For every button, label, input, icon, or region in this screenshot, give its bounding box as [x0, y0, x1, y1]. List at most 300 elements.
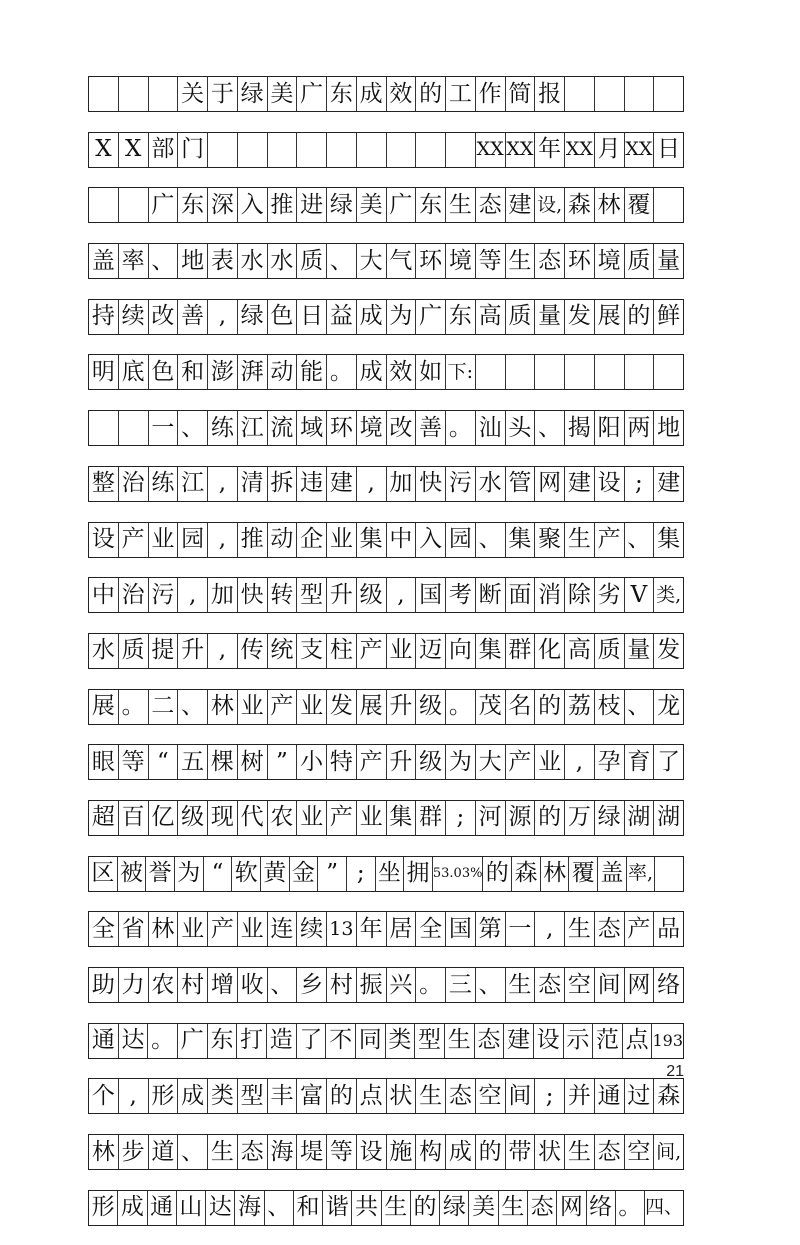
grid-cell: 湃 — [237, 355, 267, 389]
grid-cell: 年 — [356, 912, 386, 946]
grid-cell: 不 — [325, 1024, 355, 1058]
grid-cell — [654, 857, 683, 891]
grid-row — [88, 1023, 684, 1059]
grid-cell: , — [207, 467, 237, 501]
grid-cell: 续 — [296, 912, 326, 946]
grid-cell: 软 — [231, 857, 260, 891]
grid-cell: 森 — [653, 1079, 683, 1113]
grid-cell: 山 — [176, 1191, 205, 1225]
grid-cell: 间 — [594, 968, 624, 1002]
grid-cell: 发 — [653, 634, 683, 668]
grid-cell: 东 — [445, 300, 475, 334]
grid-cell: 形 — [148, 1079, 178, 1113]
grid-cell: 孕 — [594, 745, 624, 779]
grid-row — [88, 132, 684, 168]
grid-cell — [89, 411, 118, 445]
grid-cell: 简 — [505, 77, 535, 111]
grid-cell: 质 — [624, 244, 654, 278]
grid-cell: 展 — [91, 693, 115, 720]
grid-cell: 统 — [267, 634, 297, 668]
grid-cell: 间, — [653, 1135, 683, 1169]
grid-cell: 带 — [505, 1135, 535, 1169]
grid-cell — [445, 133, 475, 167]
grid-cell: 东 — [415, 188, 445, 222]
grid-cell: 点 — [356, 1079, 386, 1113]
grid-cell — [564, 77, 594, 111]
grid-cell — [564, 355, 594, 389]
grid-cell: 达 — [118, 1024, 148, 1058]
grid-cell: 生 — [498, 1191, 527, 1225]
grid-cell — [653, 355, 683, 389]
grid-cell: 型 — [414, 1024, 444, 1058]
grid-cell: 清 — [237, 467, 267, 501]
grid-row — [88, 522, 684, 558]
grid-row — [88, 187, 684, 223]
grid-cell: XX — [505, 133, 535, 167]
grid-cell: 于 — [207, 77, 237, 111]
grid-cell: 为 — [174, 857, 203, 891]
grid-cell: XX — [624, 133, 654, 167]
grid-cell: 并 — [564, 1079, 594, 1113]
grid-cell: 广 — [148, 188, 178, 222]
grid-cell — [624, 355, 654, 389]
grid-cell: 网 — [534, 467, 564, 501]
grid-cell: 产 — [326, 801, 356, 835]
grid-cell: 流 — [267, 411, 297, 445]
grid-cell: 万 — [564, 801, 594, 835]
grid-cell: 村 — [326, 968, 356, 1002]
grid-cell: 产 — [207, 912, 237, 946]
grid-cell: 业 — [177, 912, 207, 946]
grid-cell: 色 — [148, 355, 178, 389]
grid-row — [88, 243, 684, 279]
grid-cell: 建 — [326, 467, 356, 501]
grid-cell: , — [534, 912, 564, 946]
grid-cell — [326, 133, 356, 167]
grid-cell: 美 — [267, 77, 297, 111]
grid-cell: 类 — [207, 1079, 237, 1113]
grid-cell: 通 — [91, 1027, 115, 1054]
grid-cell: 改 — [386, 411, 416, 445]
grid-cell: 推 — [237, 523, 267, 557]
grid-cell: 打 — [236, 1024, 266, 1058]
grid-row — [88, 744, 684, 780]
grid-cell: 三 — [445, 968, 475, 1002]
grid-cell: 的 — [534, 690, 564, 724]
grid-cell: 树 — [237, 745, 267, 779]
grid-cell: 质 — [594, 634, 624, 668]
grid-cell: 园 — [445, 523, 475, 557]
grid-cell: 振 — [356, 968, 386, 1002]
grid-cell: 生 — [444, 1024, 474, 1058]
grid-cell: 绿 — [326, 188, 356, 222]
grid-cell: 生 — [564, 912, 594, 946]
grid-cell: 快 — [415, 467, 445, 501]
grid-cell: 湖 — [624, 801, 654, 835]
grid-cell: 、 — [326, 244, 356, 278]
grid-cell: 整 — [91, 470, 115, 497]
grid-cell: 、 — [624, 690, 654, 724]
grid-cell: 美 — [356, 188, 386, 222]
grid-cell: 通 — [594, 1079, 624, 1113]
grid-cell: 东 — [177, 188, 207, 222]
grid-cell: 大 — [356, 244, 386, 278]
grid-cell: 。 — [415, 968, 445, 1002]
grid-cell: 堤 — [296, 1135, 326, 1169]
grid-cell: 境 — [356, 411, 386, 445]
grid-cell: , — [356, 467, 386, 501]
grid-cell: XX — [475, 133, 505, 167]
grid-cell: 境 — [594, 244, 624, 278]
grid-cell: 绿 — [439, 1191, 468, 1225]
grid-cell: 。 — [147, 1024, 177, 1058]
grid-cell: 网 — [556, 1191, 585, 1225]
grid-cell: 的 — [534, 801, 564, 835]
manuscript-grid — [88, 76, 684, 1245]
grid-cell: 业 — [237, 912, 267, 946]
grid-cell: 产 — [505, 745, 535, 779]
grid-cell — [356, 133, 386, 167]
grid-cell: 过 — [624, 1079, 654, 1113]
grid-cell: 改 — [148, 300, 178, 334]
grid-cell: 百 — [118, 801, 148, 835]
grid-cell: 聚 — [534, 523, 564, 557]
grid-cell — [89, 77, 118, 111]
grid-cell: 动 — [267, 523, 297, 557]
grid-cell: , — [386, 578, 416, 612]
grid-cell: 同 — [355, 1024, 385, 1058]
grid-cell: 绿 — [237, 77, 267, 111]
grid-cell: 态 — [527, 1191, 556, 1225]
grid-cell: 乡 — [296, 968, 326, 1002]
grid-cell: 绿 — [237, 300, 267, 334]
grid-cell: ; — [624, 467, 654, 501]
grid-cell: 善 — [177, 300, 207, 334]
grid-cell: 业 — [534, 745, 564, 779]
grid-cell: 量 — [534, 300, 564, 334]
grid-cell: 代 — [237, 801, 267, 835]
grid-cell — [237, 133, 267, 167]
grid-cell: 升 — [386, 745, 416, 779]
grid-cell: 练 — [207, 411, 237, 445]
grid-row — [88, 689, 684, 725]
grid-cell: 升 — [326, 578, 356, 612]
grid-cell: 源 — [505, 801, 535, 835]
grid-cell: 海 — [267, 1135, 297, 1169]
grid-cell: 黄 — [260, 857, 289, 891]
grid-cell: 升 — [386, 690, 416, 724]
grid-cell: 色 — [267, 300, 297, 334]
grid-cell — [118, 188, 148, 222]
grid-cell: 助 — [91, 971, 115, 998]
grid-cell: 河 — [475, 801, 505, 835]
grid-cell: V — [624, 578, 654, 612]
grid-cell: 水 — [475, 467, 505, 501]
grid-cell: 汕 — [475, 411, 505, 445]
grid-cell: 集 — [505, 523, 535, 557]
grid-cell: 断 — [475, 578, 505, 612]
grid-cell: 广 — [415, 300, 445, 334]
grid-cell: 全 — [415, 912, 445, 946]
grid-cell: 产 — [594, 523, 624, 557]
grid-cell: , — [177, 578, 207, 612]
grid-row — [88, 410, 684, 446]
grid-cell: 空 — [475, 1079, 505, 1113]
grid-cell: 的 — [410, 1191, 439, 1225]
grid-cell: 态 — [594, 912, 624, 946]
grid-cell: 展 — [356, 690, 386, 724]
grid-cell: 形 — [91, 1194, 115, 1221]
grid-row — [88, 1190, 684, 1226]
grid-cell: 生 — [381, 1191, 410, 1225]
grid-cell: 生 — [505, 968, 535, 1002]
grid-cell: 森 — [511, 857, 540, 891]
grid-cell: 产 — [356, 745, 386, 779]
grid-cell: 状 — [534, 1135, 564, 1169]
grid-cell: 地 — [653, 411, 683, 445]
grid-cell: 、 — [475, 968, 505, 1002]
grid-cell: 、 — [264, 1191, 293, 1225]
grid-cell: 。 — [118, 690, 148, 724]
grid-cell: 193 — [651, 1024, 683, 1058]
grid-cell: 益 — [326, 300, 356, 334]
grid-cell: 。 — [445, 690, 475, 724]
grid-cell: 村 — [177, 968, 207, 1002]
grid-cell: 绿 — [594, 801, 624, 835]
grid-cell: 地 — [177, 244, 207, 278]
grid-cell: 头 — [505, 411, 535, 445]
grid-cell: 和 — [177, 355, 207, 389]
grid-cell: 网 — [624, 968, 654, 1002]
grid-cell: 业 — [237, 690, 267, 724]
grid-cell: 五 — [177, 745, 207, 779]
grid-cell: 眼 — [91, 748, 115, 775]
grid-cell: 谐 — [322, 1191, 351, 1225]
grid-cell: 的 — [475, 1135, 505, 1169]
grid-cell: 能 — [296, 355, 326, 389]
grid-cell: 深 — [207, 188, 237, 222]
grid-cell: 省 — [118, 912, 148, 946]
grid-cell: 二 — [148, 690, 178, 724]
grid-cell: 日 — [653, 133, 683, 167]
grid-row — [88, 76, 684, 112]
grid-cell: 海 — [234, 1191, 263, 1225]
grid-cell: 业 — [148, 523, 178, 557]
grid-cell: 化 — [534, 634, 564, 668]
grid-cell: 率, — [626, 857, 655, 891]
grid-cell: 建 — [653, 467, 683, 501]
grid-cell: 富 — [296, 1079, 326, 1113]
grid-cell: 日 — [296, 300, 326, 334]
grid-cell: 森 — [564, 188, 594, 222]
grid-cell: 。 — [445, 411, 475, 445]
grid-cell: 产 — [267, 690, 297, 724]
grid-cell: 进 — [296, 188, 326, 222]
grid-cell: 国 — [415, 578, 445, 612]
grid-cell: 、 — [624, 523, 654, 557]
grid-cell: 络 — [653, 968, 683, 1002]
grid-cell: 态 — [445, 1079, 475, 1113]
grid-cell: 产 — [624, 912, 654, 946]
grid-cell: 覆 — [568, 857, 597, 891]
grid-cell: 增 — [207, 968, 237, 1002]
grid-row — [88, 800, 684, 836]
grid-cell: ; — [445, 801, 475, 835]
grid-cell: 林 — [594, 188, 624, 222]
grid-cell: 大 — [475, 745, 505, 779]
grid-cell: 现 — [207, 801, 237, 835]
grid-cell: 成 — [117, 1191, 146, 1225]
grid-cell: 类 — [385, 1024, 415, 1058]
grid-cell: 中 — [91, 581, 115, 608]
grid-cell — [594, 355, 624, 389]
grid-cell: 业 — [326, 523, 356, 557]
grid-cell: 发 — [564, 300, 594, 334]
grid-cell — [505, 355, 535, 389]
grid-cell: 等 — [475, 244, 505, 278]
grid-cell — [148, 77, 178, 111]
grid-cell: 污 — [445, 467, 475, 501]
grid-cell: 环 — [415, 244, 445, 278]
grid-cell: 空 — [624, 1135, 654, 1169]
grid-cell: 丰 — [267, 1079, 297, 1113]
grid-cell: 特 — [326, 745, 356, 779]
grid-cell: 设 — [533, 1024, 563, 1058]
grid-cell: 持 — [91, 303, 115, 330]
grid-cell: 空 — [564, 968, 594, 1002]
grid-cell: 除 — [564, 578, 594, 612]
grid-cell: 建 — [503, 1024, 533, 1058]
grid-cell: 企 — [296, 523, 326, 557]
grid-cell: 门 — [177, 133, 207, 167]
grid-row — [88, 577, 684, 613]
grid-cell: 成 — [356, 77, 386, 111]
grid-cell: 揭 — [564, 411, 594, 445]
grid-cell: 效 — [386, 355, 416, 389]
grid-cell: 建 — [564, 467, 594, 501]
grid-cell: 步 — [118, 1135, 148, 1169]
grid-cell: 连 — [267, 912, 297, 946]
grid-cell: 类, — [653, 578, 683, 612]
grid-cell: 水 — [91, 637, 115, 664]
grid-cell: 金 — [289, 857, 318, 891]
grid-row — [88, 856, 684, 892]
grid-cell: ; — [534, 1079, 564, 1113]
grid-cell: 推 — [267, 188, 297, 222]
grid-cell: 造 — [266, 1024, 296, 1058]
grid-cell: 业 — [296, 690, 326, 724]
grid-cell: 范 — [592, 1024, 622, 1058]
grid-cell: 枝 — [594, 690, 624, 724]
grid-cell: 。 — [615, 1191, 644, 1225]
grid-cell: 成 — [356, 355, 386, 389]
grid-cell — [594, 77, 624, 111]
grid-cell: “ — [148, 745, 178, 779]
grid-cell: 生 — [564, 1135, 594, 1169]
grid-cell: 境 — [445, 244, 475, 278]
grid-row — [88, 1078, 684, 1114]
grid-row — [88, 633, 684, 669]
grid-cell: 广 — [177, 1024, 207, 1058]
grid-cell: 集 — [475, 634, 505, 668]
grid-cell: 效 — [386, 77, 416, 111]
grid-cell: 水 — [237, 244, 267, 278]
grid-cell: 展 — [594, 300, 624, 334]
grid-cell: 年 — [534, 133, 564, 167]
grid-cell: 江 — [177, 467, 207, 501]
grid-cell: 全 — [91, 915, 115, 942]
grid-cell: 龙 — [653, 690, 683, 724]
grid-cell: 练 — [148, 467, 178, 501]
grid-cell: 道 — [148, 1135, 178, 1169]
grid-cell: 治 — [118, 467, 148, 501]
grid-cell: 四、 — [644, 1191, 683, 1225]
grid-cell: 东 — [326, 77, 356, 111]
page-number: 21 — [666, 1063, 684, 1080]
grid-cell: 转 — [267, 578, 297, 612]
grid-cell: 级 — [415, 690, 445, 724]
grid-cell: 生 — [415, 1079, 445, 1113]
grid-cell: 拆 — [267, 467, 297, 501]
grid-cell: XX — [564, 133, 594, 167]
grid-cell: 量 — [624, 634, 654, 668]
grid-cell: 气 — [386, 244, 416, 278]
grid-cell — [267, 133, 297, 167]
grid-cell: 点 — [622, 1024, 652, 1058]
grid-cell: X — [118, 133, 148, 167]
grid-cell: 业 — [386, 634, 416, 668]
grid-cell: 和 — [293, 1191, 322, 1225]
grid-cell: “ — [203, 857, 232, 891]
grid-cell: 第 — [475, 912, 505, 946]
grid-cell: 考 — [445, 578, 475, 612]
grid-cell — [89, 188, 118, 222]
grid-cell: 质 — [296, 244, 326, 278]
grid-cell: 林 — [148, 912, 178, 946]
grid-cell: 澎 — [207, 355, 237, 389]
grid-cell: 。 — [326, 355, 356, 389]
grid-cell: 率 — [118, 244, 148, 278]
grid-cell: ; — [346, 857, 375, 891]
grid-cell: 的 — [482, 857, 511, 891]
grid-cell: 向 — [445, 634, 475, 668]
grid-cell: 络 — [586, 1191, 615, 1225]
grid-cell: 违 — [296, 467, 326, 501]
grid-cell: 、 — [177, 1135, 207, 1169]
grid-cell: 设 — [356, 1135, 386, 1169]
grid-cell: 态 — [474, 1024, 504, 1058]
grid-cell — [415, 133, 445, 167]
grid-cell: 迈 — [415, 634, 445, 668]
grid-cell: 间 — [505, 1079, 535, 1113]
grid-cell: 林 — [91, 1138, 115, 1165]
grid-cell: 名 — [505, 690, 535, 724]
grid-cell: 生 — [564, 523, 594, 557]
grid-cell: 消 — [534, 578, 564, 612]
grid-cell: 施 — [386, 1135, 416, 1169]
grid-cell: 一 — [148, 411, 178, 445]
grid-cell: 集 — [386, 801, 416, 835]
grid-cell — [475, 355, 505, 389]
grid-cell: 建 — [505, 188, 535, 222]
grid-cell: 下: — [445, 355, 475, 389]
grid-cell: ” — [267, 745, 297, 779]
grid-cell: 面 — [505, 578, 535, 612]
grid-cell: 湖 — [653, 801, 683, 835]
grid-cell — [118, 77, 148, 111]
grid-cell: 集 — [653, 523, 683, 557]
grid-cell: 态 — [534, 244, 564, 278]
